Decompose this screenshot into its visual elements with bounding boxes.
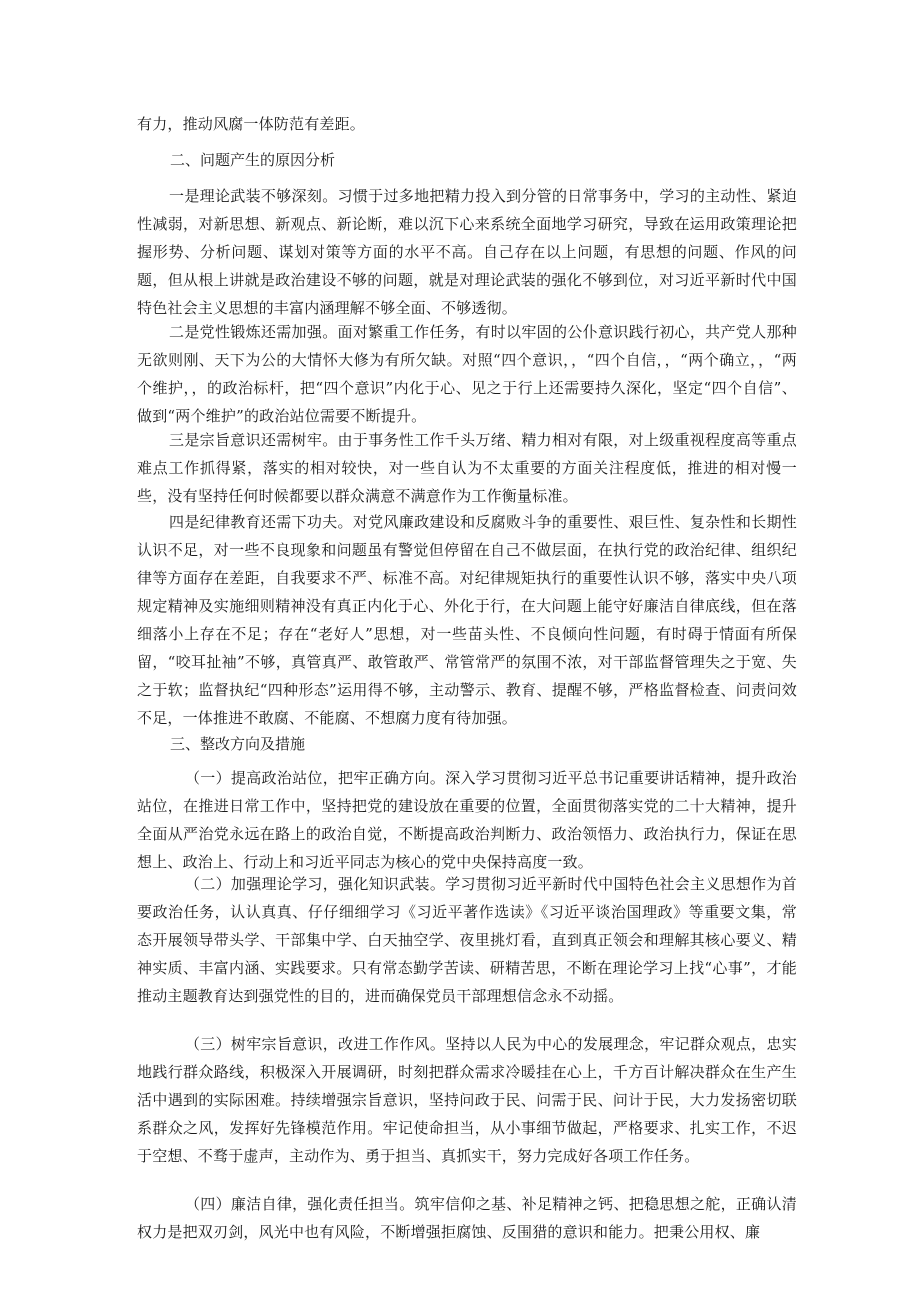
cause-1-paragraph: 一是理论武装不够深刻。习惯于过多地把精力投入到分管的日常事务中，学习的主动性、紧迫性减弱，对新思想、新观点、新论断，难以沉下心来系统全面地学习研究，导致在运用政策理论把握形势、分析问题、谋划对策等方面的水平不高。自己存在以上问题，有思想的问题、作风的问题，但从根上讲就是政治建设不够的问题，就是对理论武装的强化不够到位，对习近平新时代中国特色社会主义思想的丰富内涵理解不够全面、不够透彻。	[137, 187, 797, 317]
measure-1-paragraph: （一）提高政治站位，把牢正确方向。深入学习贯彻习近平总书记重要讲话精神，提升政治站位，在推进日常工作中，坚持把党的建设放在重要的位置，全面贯彻落实党的二十大精神，提升全面从严治党永远在路上的政治自觉，不断提高政治判断力、政治领悟力、政治执行力，保证在思想上、政治上、行动上和习近平同志为核心的党中央保持高度一致。	[137, 769, 797, 871]
cause-2-paragraph: 二是党性锻炼还需加强。面对繁重工作任务，有时以牢固的公仆意识践行初心，共产党人那种无欲则刚、天下为公的大情怀大修为有所欠缺。对照“四个意识，，“四个自信，，“两个确立，，“两个维护，，的政治标杆，把“四个意识”内化于心、见之于行上还需要持久深化，坚定“四个自信”、做到“两个维护”的政治站位需要不断提升。	[137, 323, 797, 425]
cause-4-paragraph: 四是纪律教育还需下功夫。对党风廉政建设和反腐败斗争的重要性、艰巨性、复杂性和长期性认识不足，对一些不良现象和问题虽有警觉但停留在自己不做层面，在执行党的政治纪律、组织纪律等方面存在差距，自我要求不严、标准不高。对纪律规矩执行的重要性认识不够，落实中央八项规定精神及实施细则精神没有真正内化于心、外化于行，在大问题上能守好廉洁自律底线，但在落细落小上存在不足；存在“老好人”思想，对一些苗头性、不良倾向性问题，有时碍于情面有所保留，“咬耳扯袖”不够，真管真严、敢管敢严、常管常严的氛围不浓，对干部监督管理失之于宽、失之于软；监督执纪“四种形态”运用得不够，主动警示、教育、提醒不够，严格监督检查、问责问效不足，一体推进不敢腐、不能腐、不想腐力度有待加强。	[137, 513, 797, 727]
section-2-heading: 二、问题产生的原因分析	[170, 151, 336, 169]
section-3-heading: 三、整改方向及措施	[170, 735, 306, 753]
intro-tail-paragraph: 有力，推动风腐一体防范有差距。	[137, 115, 366, 133]
measure-2-paragraph: （二）加强理论学习，强化知识武装。学习贯彻习近平新时代中国特色社会主义思想作为首要政治任务，认认真真、仔仔细细学习《习近平著作选读》《习近平谈治国理政》等重要文集，常态开展领导带头学、干部集中学、白天抽空学、夜里挑灯看，直到真正领会和理解其核心要义、精神实质、丰富内涵、实践要求。只有常态勤学苦读、研精苦思，不断在理论学习上找“心事”，才能推动主题教育达到强党性的目的，进而确保党员干部理想信念永不动摇。	[137, 875, 797, 1005]
measure-3-paragraph: （三）树牢宗旨意识，改进工作作风。坚持以人民为中心的发展理念，牢记群众观点，忠实地践行群众路线，积极深入开展调研，时刻把群众需求冷暖挂在心上，千方百计解决群众在生产生活中遇到的实际困难。持续增强宗旨意识，坚持问政于民、问需于民、问计于民，大力发扬密切联系群众之风，发挥好先锋模范作用。牢记使命担当，从小事细节做起，严格要求、扎实工作，不迟于空想、不骛于虚声，主动作为、勇于担当、真抓实干，努力完成好各项工作任务。	[137, 1035, 797, 1165]
cause-3-paragraph: 三是宗旨意识还需树牢。由于事务性工作千头万绪、精力相对有限，对上级重视程度高等重点难点工作抓得紧，落实的相对较快，对一些自认为不太重要的方面关注程度低，推进的相对慢一些，没有坚持任何时候都要以群众满意不满意作为工作衡量标准。	[137, 431, 797, 505]
measure-4-paragraph: （四）廉洁自律，强化责任担当。筑牢信仰之基、补足精神之钙、把稳思想之舵，正确认清权力是把双刃剑，风光中也有风险，不断增强拒腐蚀、反围猎的意识和能力。把秉公用权、廉	[137, 1195, 797, 1241]
